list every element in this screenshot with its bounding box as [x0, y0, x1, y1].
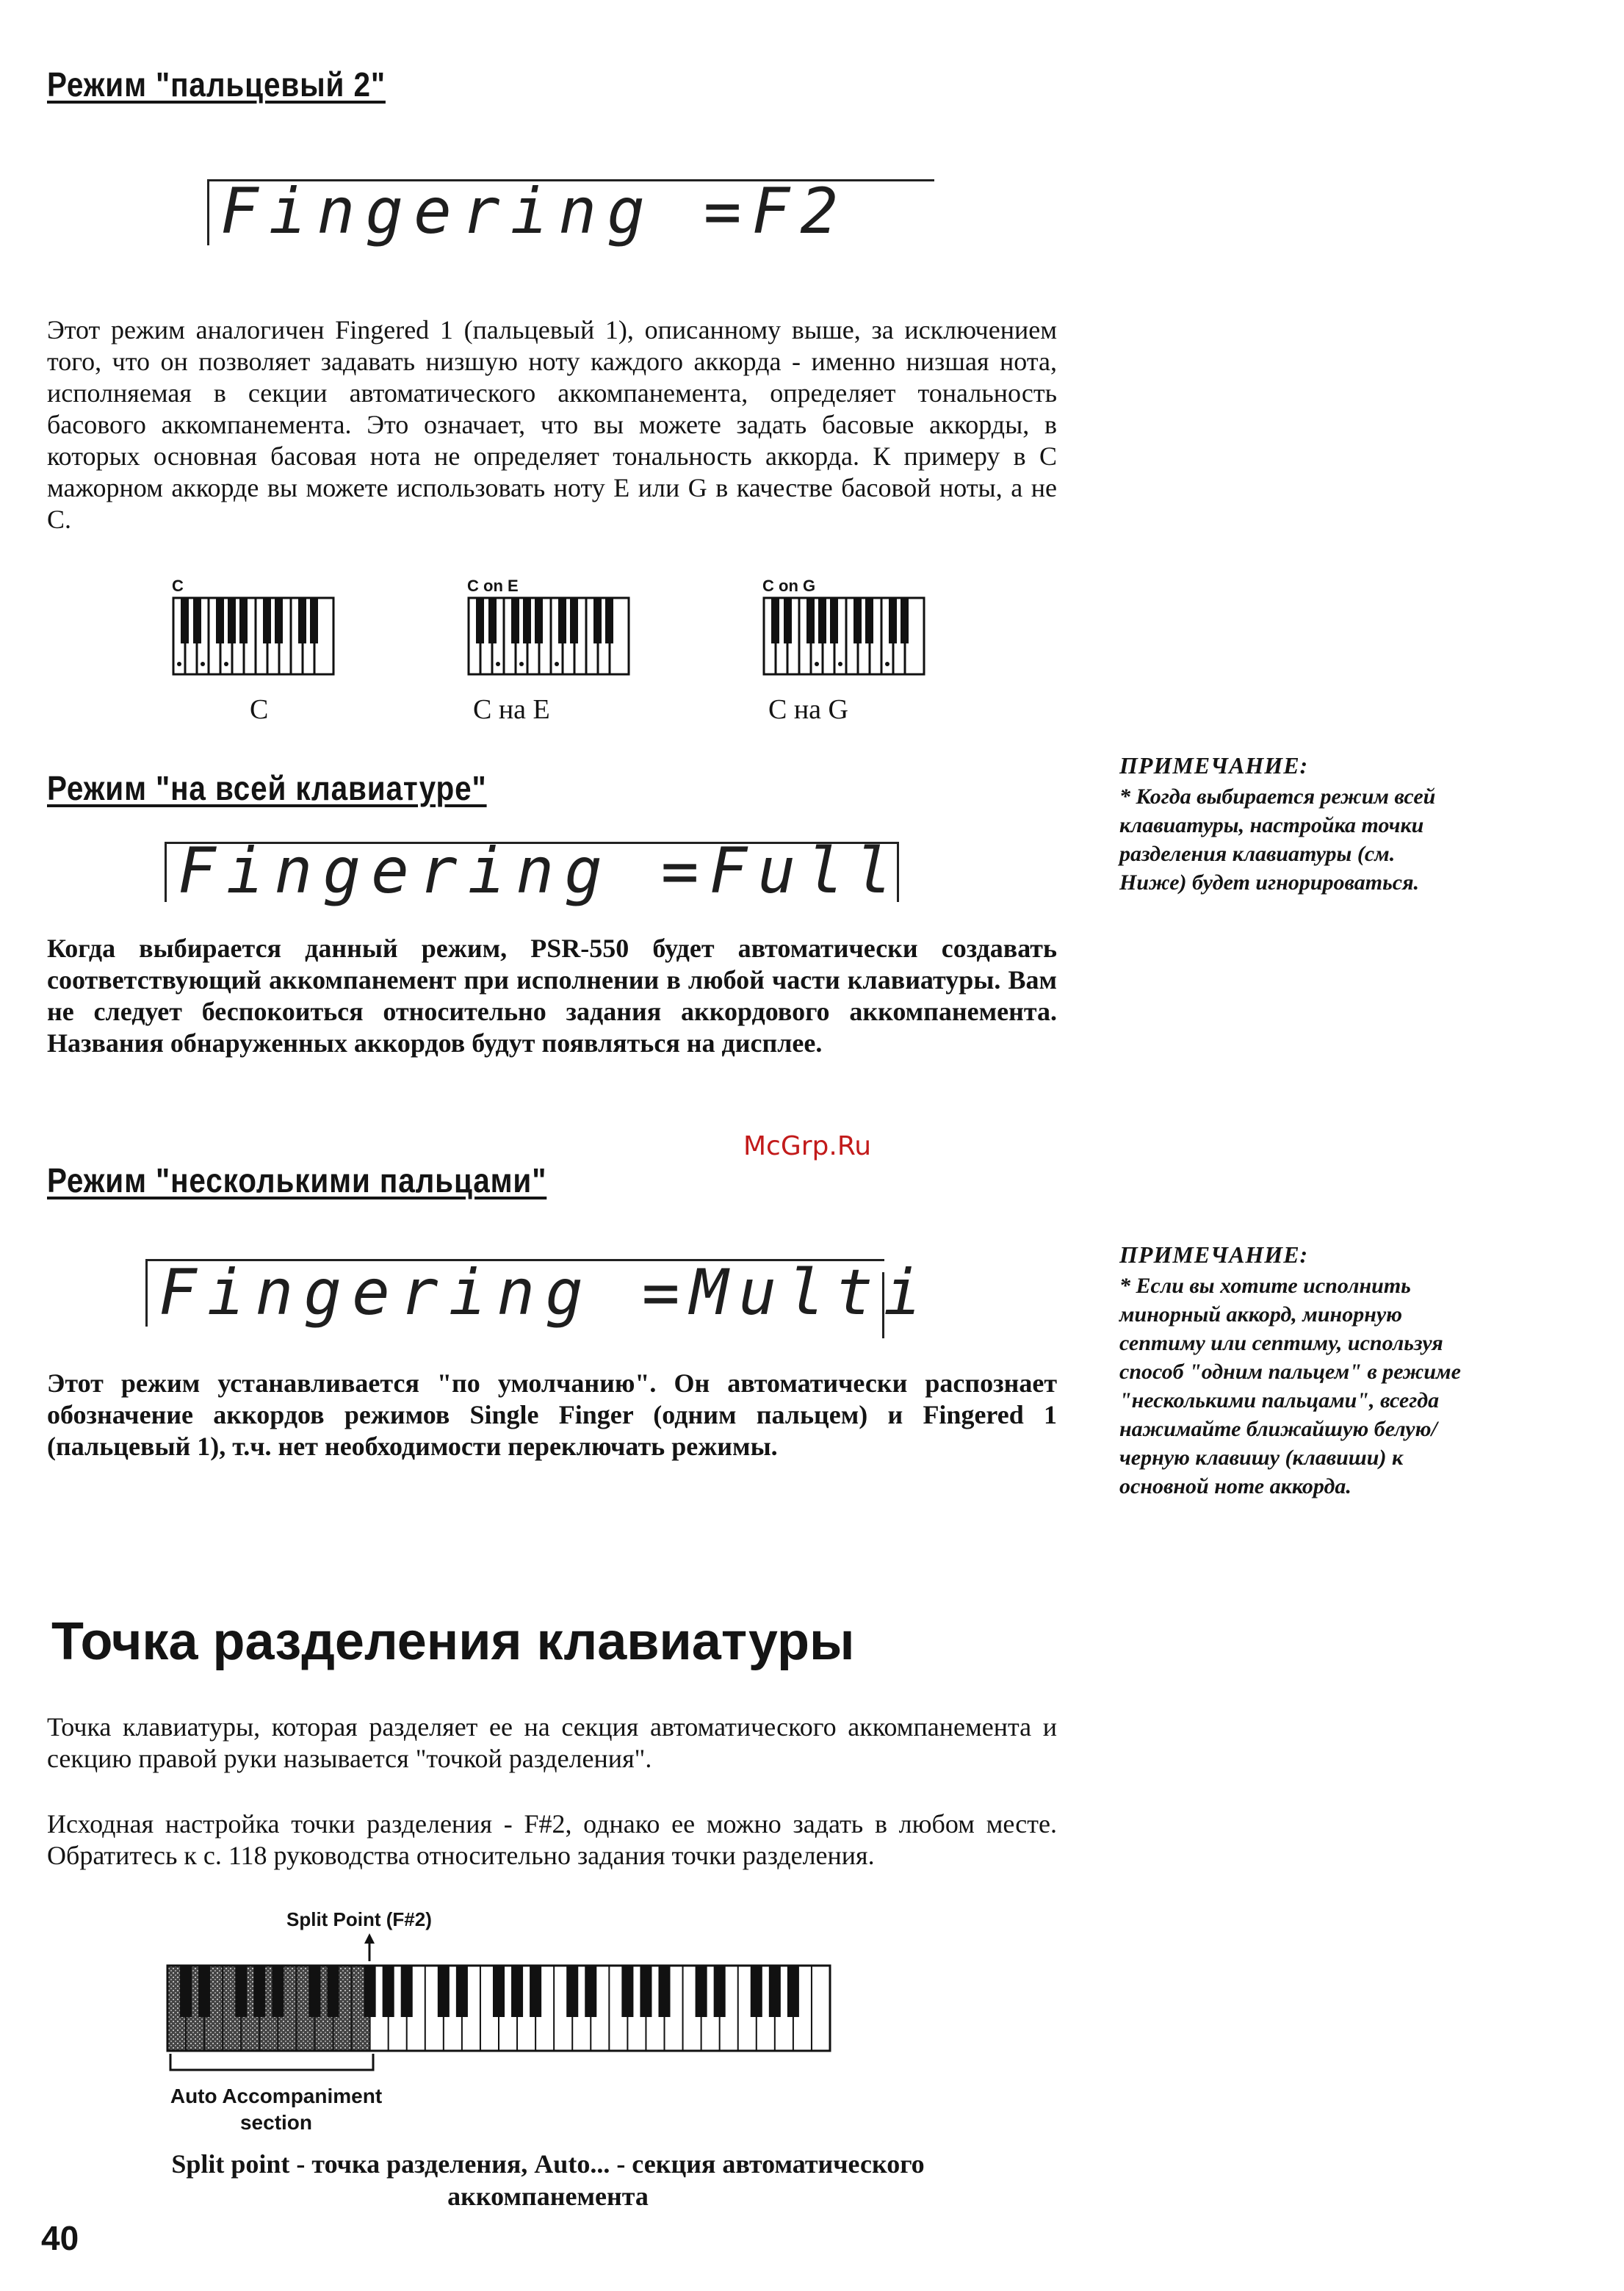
chord-caption-c: C [250, 694, 269, 725]
chord-caption-c-on-e: С на Е [473, 694, 550, 725]
diagram-caption: Split point - точка разделения, Auto... - секция автоматического аккомпанемента [171, 2149, 925, 2211]
chord-label-c-on-g: C on G [762, 577, 816, 595]
note-title: ПРИМЕЧАНИЕ: [1119, 1241, 1309, 1268]
black-key [621, 1966, 633, 2017]
split-point-arrow [361, 1932, 378, 1961]
black-key [493, 1966, 505, 2017]
note-text: * Когда выбирается режим всей клавиатуры, настройка точки разделения клавиатуры (см. Ниже) будет игнорироваться. [1119, 784, 1436, 895]
black-key [787, 1966, 799, 2017]
auto-label-line2: section [239, 2111, 313, 2134]
auto-accompaniment-bracket [166, 2054, 379, 2076]
page-number: 40 [41, 2219, 79, 2257]
black-key [235, 1966, 247, 2017]
note-title: ПРИМЕЧАНИЕ: [1119, 752, 1309, 779]
auto-accompaniment-shading [167, 1966, 370, 2051]
watermark: McGrp.Ru [743, 1131, 872, 1161]
heading-fingered-2: Режим "пальцевый 2" [47, 65, 386, 104]
black-key [180, 1966, 192, 2017]
section-title-split-point: Точка разделения клавиатуры [51, 1612, 855, 1671]
chord-keyboard-c [172, 596, 335, 676]
black-key [751, 1966, 762, 2017]
black-key [327, 1966, 339, 2017]
black-key [696, 1966, 707, 2017]
black-key [272, 1966, 284, 2017]
paragraph-f2: Этот режим аналогичен Fingered 1 (пальцевый 1), описанному выше, за исключением того, что он позволяет задавать низшую ноту каждого аккорда - именно низшая нота, исполняемая в секции автоматического аккомпанемента, определяет тональность басового аккомпанемента. Это означает, что вы можете задать басовые аккорды, в которых основная басовая нота не определяет тональность аккорда. К примеру в С мажорном аккорде вы можете использовать ноту Е или G в качестве басовой ноты, а не С. [47, 315, 1057, 534]
lcd-display-full [165, 834, 903, 908]
auto-label-line1: Auto Accompaniment [170, 2085, 383, 2107]
heading-full-keyboard: Режим "на всей клавиатуре" [47, 769, 487, 807]
side-note-multi [1119, 1241, 1465, 1501]
paragraph-split-2: Исходная настройка точки разделения - F#2, однако ее можно задать в любом месте. Обратитесь к с. 118 руководства относительно задания точки разделения. [47, 1809, 1057, 1870]
black-key [401, 1966, 413, 2017]
black-key [253, 1966, 265, 2017]
black-key [530, 1966, 541, 2017]
black-key [769, 1966, 781, 2017]
paragraph-full: Когда выбирается данный режим, PSR-550 будет автоматически создавать соответствующий аккомпанемент при исполнении в любой части клавиатуры. Вам не следует беспокоиться относительно задания аккордового аккомпанемента. Названия обнаруженных аккордов будут появляться на дисплее. [47, 934, 1057, 1058]
black-key [308, 1966, 320, 2017]
split-point-label: Split Point (F#2) [286, 1908, 432, 1930]
split-keyboard-diagram [166, 1961, 831, 2052]
lcd-text: Fingering =Multi [159, 1256, 932, 1329]
black-key [456, 1966, 468, 2017]
black-key [511, 1966, 523, 2017]
auto-accompaniment-label [159, 2083, 394, 2136]
black-key [198, 1966, 210, 2017]
paragraph-split-1: Точка клавиатуры, которая разделяет ее на секция автоматического аккомпанемента и секцию правой руки называется "точкой разделения". [47, 1712, 1057, 1773]
lcd-text: Fingering =F2 [220, 175, 849, 248]
side-note-full [1119, 752, 1465, 897]
black-key [566, 1966, 578, 2017]
heading-multi-finger: Режим "несколькими пальцами" [47, 1161, 547, 1199]
black-key [714, 1966, 726, 2017]
black-key [438, 1966, 450, 2017]
lcd-display-multi [145, 1256, 932, 1338]
note-text: * Если вы хотите исполнить минорный аккорд, минорную септиму или септиму, используя способ "одним пальцем" в режиме "несколькими пальцами", всегда нажимайте ближайшую белую/черную клавишу (клавиши) к основной ноте аккорда. [1119, 1274, 1461, 1498]
black-key [364, 1966, 376, 2017]
chord-keyboard-c-on-e [467, 596, 630, 676]
chord-keyboard-c-on-g [762, 596, 925, 676]
lcd-text: Fingering =Full [178, 834, 903, 908]
chord-label-c-on-e: C on E [467, 577, 519, 595]
paragraph-multi: Этот режим устанавливается "по умолчанию". Он автоматически распознает обозначение аккордов режимов Single Finger (одним пальцем) и Fingered 1 (пальцевый 1), т.ч. нет необходимости переключать режимы. [47, 1368, 1057, 1461]
black-key [383, 1966, 394, 2017]
chord-caption-c-on-g: С на G [768, 694, 848, 725]
black-key [585, 1966, 596, 2017]
chord-label-c: C [172, 577, 184, 595]
black-key [640, 1966, 652, 2017]
black-key [658, 1966, 670, 2017]
lcd-display-f2 [207, 175, 934, 248]
